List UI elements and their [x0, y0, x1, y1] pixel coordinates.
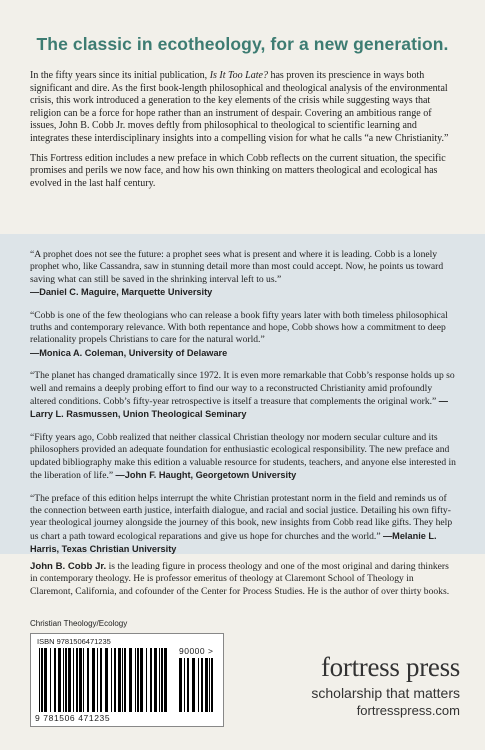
description-paragraph-2: This Fortress edition includes a new preface in which Cobb reflects on the current situation, the specific promises and perils we now face, and how his own thinking on matters theological and ecological has evolved in the last half century.	[30, 152, 446, 189]
endorsement: “Fifty years ago, Cobb realized that neither classical Christian theology nor modern secular culture and its philosophers provided an adequate foundation for enthusiastic ecological responsibility. The new preface and updated bibliography make this edition a valuable resource for students, teachers, and anyone else interested in the liberation of life.” —John F. Haught, Georgetown University	[30, 431, 456, 482]
endorsement-attribution: —Melanie L. Harris, Texas Christian University	[30, 530, 437, 555]
endorsement: “Cobb is one of the few theologians who can release a book fifty years later with both timeless philosophical truths and contemporary relevance. With both repentance and hope, Cobb shows how a commitment to deep relationality propels Christians to care for the natural world.” —Monica A. Coleman, University of Delaware	[30, 309, 448, 358]
endorsement-attribution: —Larry L. Rasmussen, Union Theological Seminary	[30, 396, 448, 420]
publisher-tagline: scholarship that matters	[311, 685, 460, 701]
endorsement: “A prophet does not see the future: a prophet sees what is present and where it is leading. Cobb is a lonely prophet who, like Cassandra, saw in stunning detail more than most could accept. Now, he points us toward saving what can still be saved in the shrinking interval left to us.” —Daniel C. Maguire, Marquette University	[30, 249, 444, 298]
ean-digits: 9 781506 471235	[35, 713, 111, 723]
isbn-number: ISBN 9781506471235	[37, 637, 111, 646]
category-label: Christian Theology/Ecology	[30, 619, 128, 628]
description-paragraph-1: In the fifty years since its initial publication, Is It Too Late? has proven its prescience in ways both significant and dire. As the first book-length philosophical and theological analysis of the environmental crisis, this work introduced a generation to the key elements of the crisis while suggesting ways that religion can be a force for hope rather than an instrument of despair. Covering an ambitious range of issues, John B. Cobb Jr. moves deftly from philosophical to theological to scientific learning and integrates these interdisciplinary insights into a compelling vision for what he calls “a new Christianity.”	[30, 70, 449, 144]
isbn-barcode	[30, 633, 224, 727]
endorsement-attribution: —John F. Haught, Georgetown University	[115, 470, 297, 481]
endorsement-attribution: —Monica A. Coleman, University of Delaware	[30, 347, 228, 358]
endorsement: “The planet has changed dramatically since 1972. It is even more remarkable that Cobb’s response holds up so well and remains a deeply probing effort to find our way to a reconstructed Christianity amid profoundly altered conditions. Cobb’s fifty-year retrospective is itself a treasure that complements the original work.” —Larry L. Rasmussen, Union Theological Seminary	[30, 370, 455, 420]
price-code: 90000 >	[179, 646, 214, 656]
publisher-name: fortress press	[320, 652, 460, 682]
publisher-url: fortresspress.com	[356, 703, 460, 718]
book-title: Is It Too Late?	[209, 70, 268, 81]
author-bio: John B. Cobb Jr. is the leading figure in process theology and one of the most original and daring thinkers in contemporary theology. He is professor emeritus of theology at Claremont School of Theology in Claremont, California, and cofounder of the Center for Process Studies. He is the author of over thirty books.	[30, 561, 450, 597]
headline: The classic in ecotheology, for a new generation.	[36, 34, 449, 54]
endorsement: “The preface of this edition helps interrupt the white Christian protestant norm in the field and reminds us of the connection between earth justice, interfaith dialogue, and racial and social justice. Detailing his own fifty-year theological journey alongside the journey of this book, new insights from Cobb read like gifts. They help us chart a path toward ecological reparations and give us hope for churches and the world.” —Melanie L. Harris, Texas Christian University	[30, 492, 453, 555]
endorsement-attribution: —Daniel C. Maguire, Marquette University	[30, 287, 213, 298]
author-name: John B. Cobb Jr.	[30, 561, 107, 572]
endorsements	[30, 249, 456, 567]
description	[30, 70, 455, 197]
publisher-block	[290, 652, 460, 720]
